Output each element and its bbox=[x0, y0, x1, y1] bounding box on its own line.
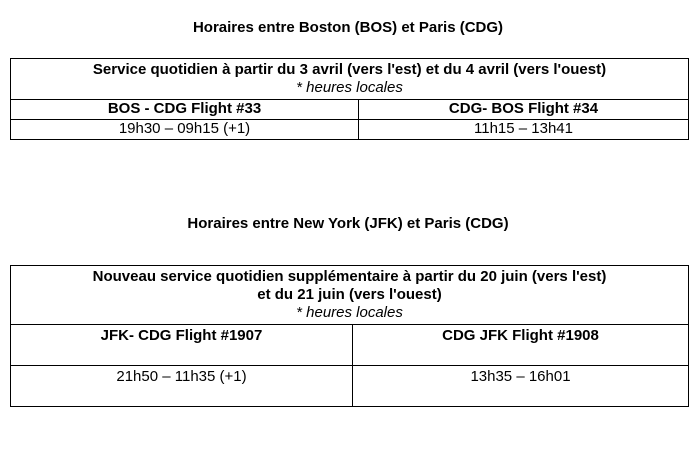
table-row bbox=[11, 120, 689, 140]
column-header-cdg-jfk bbox=[353, 325, 689, 366]
newyork-paris-heading: Horaires entre New York (JFK) et Paris (CDG) bbox=[187, 215, 509, 232]
local-time-note: * heures locales bbox=[296, 79, 403, 96]
newyork-paris-schedule-table bbox=[10, 265, 689, 407]
service-description: Service quotidien à partir du 3 avril (vers l'est) et du 4 avril (vers l'ouest) bbox=[92, 61, 607, 78]
time-value: 11h15 – 13h41 bbox=[474, 120, 573, 137]
flight-34-times bbox=[359, 120, 689, 140]
table-title-cell bbox=[11, 59, 689, 100]
time-value: 13h35 – 16h01 bbox=[470, 368, 571, 385]
flight-1907-times bbox=[11, 366, 353, 407]
table-title-cell bbox=[11, 266, 689, 325]
column-header-label: CDG JFK Flight #1908 bbox=[442, 327, 599, 344]
boston-paris-heading: Horaires entre Boston (BOS) et Paris (CDG) bbox=[192, 19, 504, 36]
local-time-note: * heures locales bbox=[296, 304, 403, 321]
boston-paris-schedule-table bbox=[10, 58, 689, 140]
table-title-row bbox=[11, 59, 689, 100]
service-description-line-1: Nouveau service quotidien supplémentaire à partir du 20 juin (vers l'est) bbox=[92, 268, 607, 285]
column-header-jfk-cdg bbox=[11, 325, 353, 366]
time-value: 19h30 – 09h15 (+1) bbox=[118, 120, 251, 137]
column-header-label: CDG- BOS Flight #34 bbox=[448, 100, 599, 117]
flight-33-times bbox=[11, 120, 359, 140]
time-value: 21h50 – 11h35 (+1) bbox=[116, 368, 247, 385]
column-header-bos-cdg bbox=[11, 100, 359, 120]
column-header-row bbox=[11, 100, 689, 120]
column-header-row bbox=[11, 325, 689, 366]
table-title-row bbox=[11, 266, 689, 325]
service-description-line-2: et du 21 juin (vers l'ouest) bbox=[257, 286, 442, 303]
column-header-cdg-bos bbox=[359, 100, 689, 120]
column-header-label: JFK- CDG Flight #1907 bbox=[100, 327, 263, 344]
column-header-label: BOS - CDG Flight #33 bbox=[107, 100, 262, 117]
flight-1908-times bbox=[353, 366, 689, 407]
table-row bbox=[11, 366, 689, 407]
